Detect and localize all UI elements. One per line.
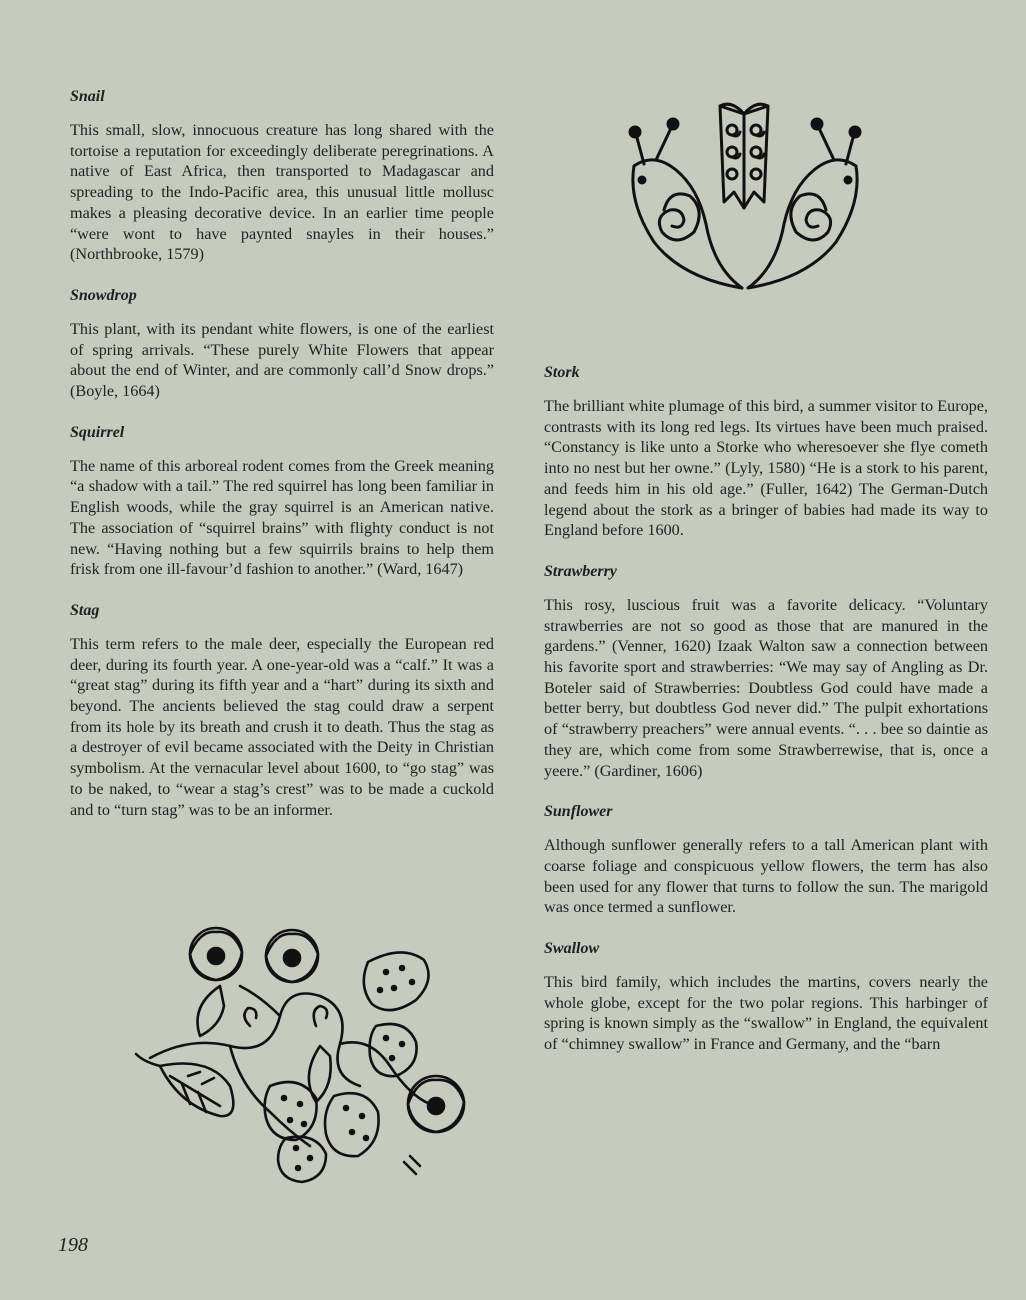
snail-illustration: [614, 92, 876, 300]
entry-stag: [70, 602, 494, 820]
entry-text: The brilliant white plumage of this bird, a summer visitor to Europe, contrasts with its long red legs. Its virtues have been much praised. “Constancy is like unto a Storke who wheresoever she flye cometh into no nest but her owne.” (Lyly, 1580) “He is a stork to his parent, and feeds him in his old age.” (Fuller, 1642) The German-Dutch legend about the stork as a bringer of babies had made its way to England before 1600.: [544, 397, 988, 540]
left-column: [70, 88, 494, 842]
strawberry-illustration: [120, 926, 500, 1186]
entry-text: This plant, with its pendant white flowers, is one of the earliest of spring arrivals. “These purely White Flowers that appear about the end of Winter, and are commonly call’d Snow drops.” (Boyle, 1664): [70, 319, 494, 401]
entry-text: This term refers to the male deer, especially the European red deer, during its fourth year. A one-year-old was a “calf.” It was a “great stag” during its fifth year and a “hart” during its sixth and beyond. The ancients believed the stag could draw a serpent from its hole by its breath and crush it to death. Thus the stag as a destroyer of evil became associated with the Deity in Christian symbolism. At the vernacular level about 1600, to “go stag” was to be naked, to “wear a stag’s crest” was to be made a cuckold and to “turn stag” was to be an informer.: [70, 634, 494, 819]
entry-heading: Stag: [70, 601, 100, 619]
entry-squirrel: [70, 424, 494, 580]
entry-stork: [544, 364, 988, 541]
entry-swallow: [544, 940, 988, 1055]
entry-heading: Sunflower: [544, 803, 613, 821]
entry-sunflower: [544, 803, 988, 918]
entry-snail: [70, 88, 494, 265]
entry-snowdrop: [70, 287, 494, 402]
entry-heading: Squirrel: [70, 423, 125, 441]
entry-text: Although sunflower generally refers to a tall American plant with coarse foliage and conspicuous yellow flowers, the term has also been used for any flower that turns to follow the sun. The marigold was once termed a sunflower.: [544, 836, 988, 917]
entry-heading: Swallow: [544, 940, 600, 958]
entry-text: This small, slow, innocuous creature has long shared with the tortoise a reputation for exceedingly deliberate peregrinations. A native of East Africa, then transported to Madagascar and spreading to the Indo-Pacific area, this unusual little mollusc makes a pleasing decorative device. In an earlier time people “were wont to have paynted snayles in their houses.” (Northbrooke, 1579): [70, 121, 494, 264]
entry-text: This rosy, luscious fruit was a favorite delicacy. “Voluntary strawberries are not so good as those that are manured in the gardens.” (Venner, 1620) Izaak Walton saw a connection between his favorite sport and strawberries: “We may say of Angling as Dr. Boteler said of Strawberries: Doubtless God could have made a better berry, but doubtless God never did.” The pulpit exhortations of “strawberry preachers” were annual events. “. . . bee so daintie as they are, which come from some Strawberrewise, that is, once a yeere.” (Gardiner, 1606): [544, 595, 988, 780]
entry-strawberry: [544, 563, 988, 781]
entry-heading: Snail: [70, 88, 105, 105]
entry-heading: Stork: [544, 364, 580, 381]
page-number: 198: [58, 1234, 88, 1256]
entry-text: The name of this arboreal rodent comes from the Greek meaning “a shadow with a tail.” The red squirrel has long been familiar in English woods, while the gray squirrel is an American native. The association of “squirrel brains” with flighty conduct is not new. “Having nothing but a few squirrils brains to help them frisk from one ill-favour’d fashion to another.” (Ward, 1647): [70, 456, 494, 579]
entry-text: This bird family, which includes the martins, covers nearly the whole globe, except for the two polar regions. This harbinger of spring is known simply as the “swallow” in England, the equivalent of “chimney swallow” in France and Germany, and the “barn: [544, 973, 988, 1054]
right-column: [544, 364, 988, 1077]
entry-heading: Snowdrop: [70, 286, 137, 304]
entry-heading: Strawberry: [544, 562, 617, 580]
